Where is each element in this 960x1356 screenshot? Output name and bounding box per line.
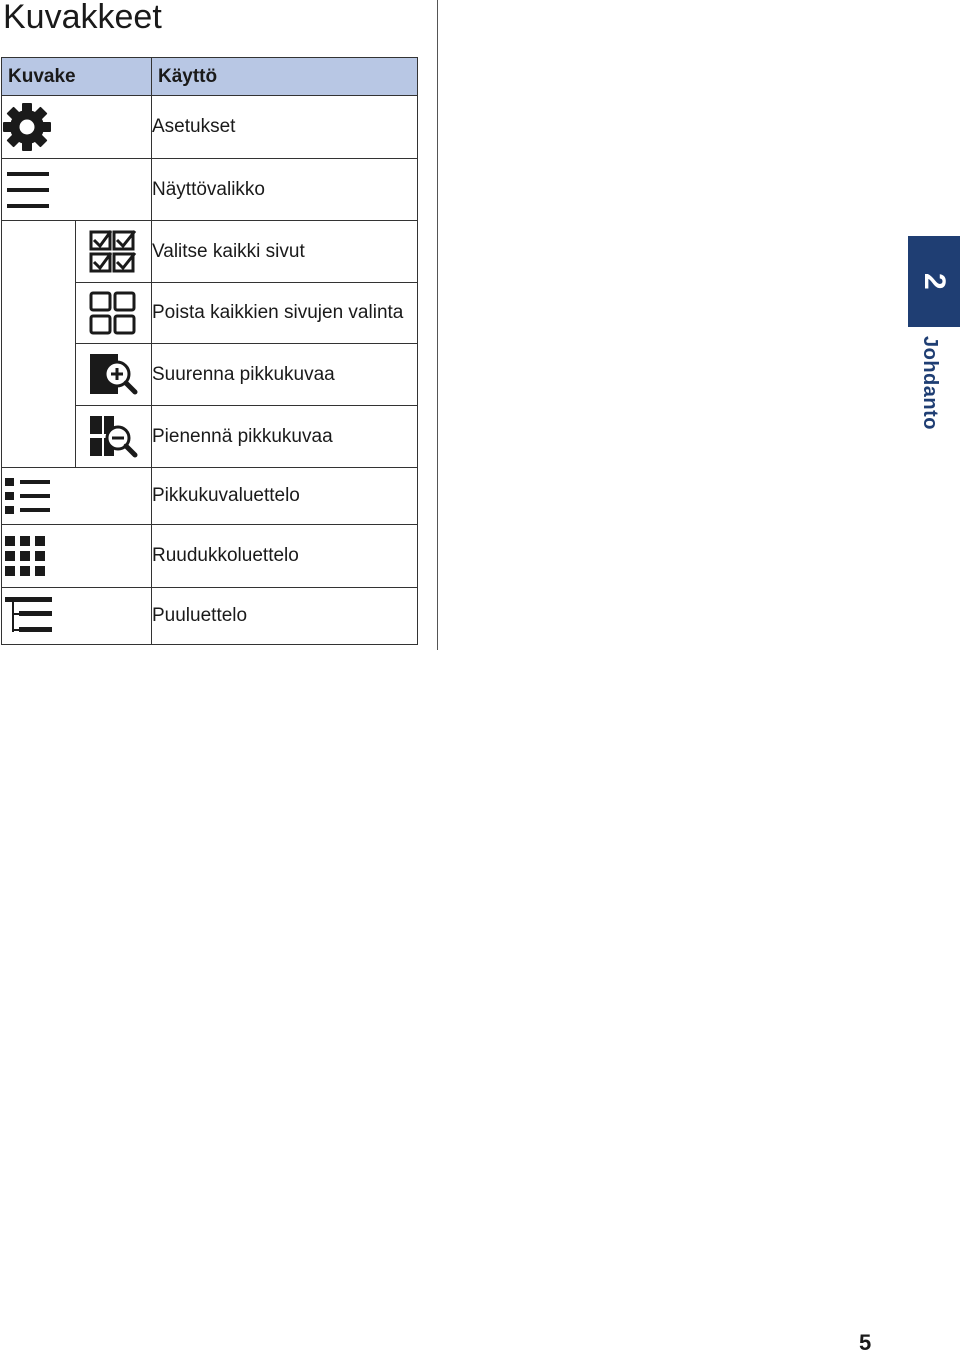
- sub-group-spacer: [2, 221, 76, 468]
- chapter-number: 2: [918, 273, 951, 290]
- table-row: [2, 96, 418, 159]
- thumbnail-list-icon: [2, 468, 152, 525]
- row-label: Poista kaikkien sivujen valinta: [152, 283, 418, 344]
- row-label: Ruudukkoluettelo: [152, 525, 418, 588]
- column-divider: [437, 0, 438, 650]
- table-row: [2, 525, 418, 588]
- table-row: [2, 588, 418, 645]
- icon-table: [1, 57, 418, 645]
- deselect-all-boxes-icon: [75, 283, 151, 344]
- table-row: [2, 468, 418, 525]
- table-row: [2, 159, 418, 221]
- chapter-label: Johdanto: [919, 336, 941, 430]
- tree-list-icon: [2, 588, 152, 645]
- row-label: Näyttövalikko: [152, 159, 418, 221]
- page-number: 5: [859, 1330, 872, 1355]
- zoom-out-thumbnail-icon: [75, 406, 151, 468]
- row-label: Puuluettelo: [152, 588, 418, 645]
- header-usage: Käyttö: [152, 58, 418, 96]
- page-title: Kuvakkeet: [3, 0, 162, 36]
- grid-list-icon: [2, 525, 152, 588]
- menu-lines-icon: [2, 159, 152, 221]
- table-row: [2, 221, 418, 283]
- row-label: Suurenna pikkukuvaa: [152, 344, 418, 406]
- row-label: Pienennä pikkukuvaa: [152, 406, 418, 468]
- select-all-checkboxes-icon: [75, 221, 151, 283]
- chapter-tab: [908, 236, 960, 327]
- zoom-in-thumbnail-icon: [75, 344, 151, 406]
- row-label: Asetukset: [152, 96, 418, 159]
- gear-icon: [2, 96, 152, 159]
- table-header-row: [2, 58, 418, 96]
- header-icon: Kuvake: [2, 58, 152, 96]
- row-label: Valitse kaikki sivut: [152, 221, 418, 283]
- row-label: Pikkukuvaluettelo: [152, 468, 418, 525]
